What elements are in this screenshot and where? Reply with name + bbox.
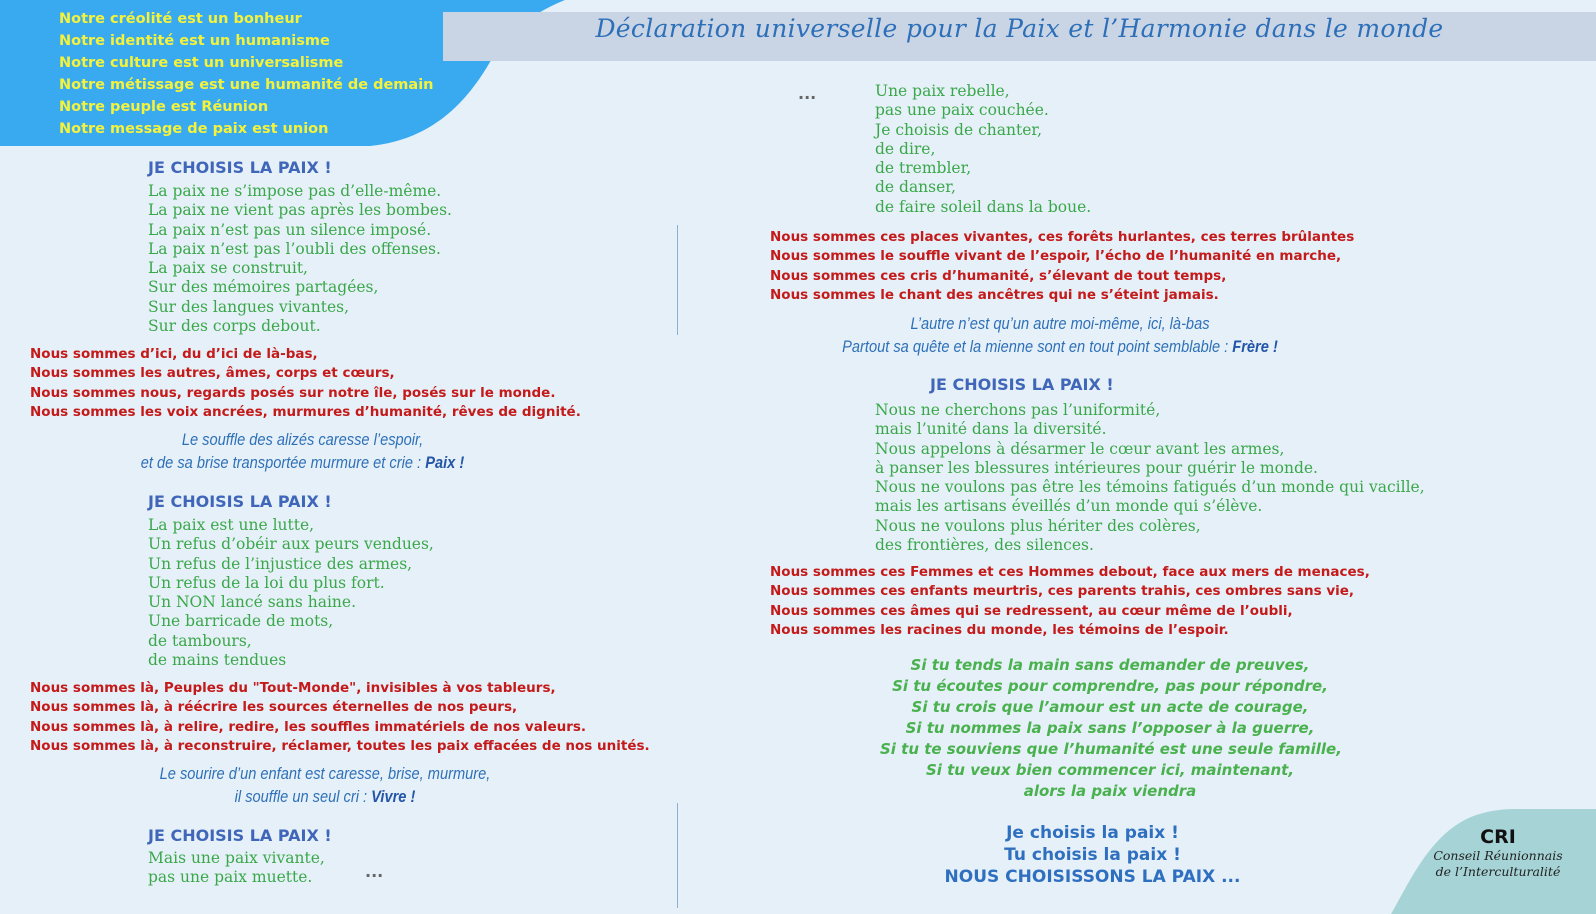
statement-line: Nous sommes ces enfants meurtris, ces parents trahis, ces ombres sans vie, <box>770 583 1355 600</box>
statement-line: Nous sommes le chant des ancêtres qui ne s’éteint jamais. <box>770 286 1219 303</box>
condition-line: alors la paix viendra <box>1023 782 1197 800</box>
poem-stanza <box>875 82 1091 217</box>
identity-statements <box>59 8 434 140</box>
logo-acronym: CRI <box>1480 826 1516 848</box>
quote-line: Partout sa quête et la mienne sont en tout point semblable : <box>842 337 1229 356</box>
condition-line: Si tu nommes la paix sans l’opposer à la guerre, <box>905 719 1315 737</box>
identity-line: Notre message de paix est union <box>59 121 329 137</box>
poem-stanza <box>875 401 1425 555</box>
poem-line: mais les artisans éveillés d’un monde qui s’élève. <box>875 497 1263 516</box>
cri-logo <box>1428 826 1568 880</box>
quote-block <box>132 762 519 808</box>
statement-line: Nous sommes les racines du monde, les témoins de l’espoir. <box>770 621 1229 638</box>
condition-line: Si tu tends la main sans demander de preuves, <box>910 656 1310 674</box>
poem-line: des frontières, des silences. <box>875 536 1094 555</box>
column-divider <box>677 803 678 908</box>
section-heading: JE CHOISIS LA PAIX ! <box>148 492 332 511</box>
poem-line: de dire, <box>875 139 936 158</box>
closing-declaration <box>930 822 1255 888</box>
quote-line: et de sa brise transportée murmure et crie : <box>140 453 422 472</box>
statement-line: Nous sommes ces cris d’humanité, s’élevant de tout temps, <box>770 267 1227 284</box>
condition-line: Si tu crois que l’amour est un acte de courage, <box>911 698 1309 716</box>
closing-line: Tu choisis la paix ! <box>1004 845 1181 865</box>
poem-line: Un refus de la loi du plus fort. <box>148 573 385 592</box>
statement-line: Nous sommes d’ici, du d’ici de là-bas, <box>30 346 318 362</box>
poem-line: La paix se construit, <box>148 259 308 278</box>
statement-block <box>770 228 1354 305</box>
statement-line: Nous sommes nous, regards posés sur notre île, posés sur le monde. <box>30 384 556 401</box>
quote-line: L’autre n’est qu’un autre moi-même, ici, là-bas <box>910 314 1210 333</box>
poem-line: Nous ne voulons pas être les témoins fatigués d’un monde qui vacille, <box>875 478 1425 497</box>
poem-line: Mais une paix vivante, <box>148 849 325 867</box>
statement-block <box>30 679 650 756</box>
poem-stanza <box>148 516 434 670</box>
poem-line: Un NON lancé sans haine. <box>148 593 357 612</box>
poem-line: La paix est une lutte, <box>148 516 315 534</box>
poem-line: pas une paix couchée. <box>875 101 1049 120</box>
poem-line: de mains tendues <box>148 651 287 670</box>
section-heading: JE CHOISIS LA PAIX ! <box>148 158 332 177</box>
poem-line: La paix n’est pas l’oubli des offenses. <box>148 239 441 258</box>
identity-line: Notre peuple est Réunion <box>59 99 269 115</box>
poem-line: pas une paix muette. <box>148 868 313 887</box>
condition-line: Si tu veux bien commencer ici, maintenant, <box>925 761 1295 779</box>
poem-line: Un refus de l’injustice des armes, <box>148 554 413 573</box>
section-heading: JE CHOISIS LA PAIX ! <box>148 826 332 845</box>
poem-line: de danser, <box>875 178 956 197</box>
condition-line: Si tu écoutes pour comprendre, pas pour répondre, <box>892 677 1328 695</box>
continuation-ellipsis: ... <box>365 862 384 881</box>
logo-name-line: de l’Interculturalité <box>1435 864 1561 879</box>
page-title: Déclaration universelle pour la Paix et l’Harmonie dans le monde <box>595 14 1444 43</box>
quote-emphasis: Frère ! <box>1232 337 1278 356</box>
section-heading: JE CHOISIS LA PAIX ! <box>930 375 1114 394</box>
poem-line: La paix ne vient pas après les bombes. <box>148 201 452 220</box>
poem-line: Nous ne cherchons pas l’uniformité, <box>875 401 1161 419</box>
statement-line: Nous sommes les autres, âmes, corps et cœurs, <box>30 365 395 382</box>
statement-block <box>770 563 1370 640</box>
poem-line: Nous ne voulons plus hériter des colères, <box>875 516 1201 535</box>
condition-verses <box>880 655 1340 802</box>
identity-line: Notre métissage est une humanité de demain <box>59 77 434 93</box>
poem-line: Sur des mémoires partagées, <box>148 278 379 297</box>
poem-line: Sur des langues vivantes, <box>148 297 350 316</box>
identity-line: Notre créolité est un bonheur <box>59 11 302 27</box>
poem-line: mais l’unité dans la diversité. <box>875 420 1107 439</box>
closing-line: Je choisis la paix ! <box>1006 823 1179 843</box>
identity-line: Notre identité est un humanisme <box>59 33 330 49</box>
poem-stanza <box>148 182 452 336</box>
poem-line: Je choisis de chanter, <box>875 120 1043 139</box>
poem-line: Un refus d’obéir aux peurs vendues, <box>148 535 434 554</box>
poem-line: Sur des corps debout. <box>148 317 321 336</box>
statement-line: Nous sommes là, à réécrire les sources éternelles de nos peurs, <box>30 699 518 716</box>
quote-line: Le souffle des alizés caresse l’espoir, <box>181 430 424 449</box>
quote-block <box>836 312 1283 358</box>
statement-line: Nous sommes les voix ancrées, murmures d’humanité, rêves de dignité. <box>30 403 581 420</box>
statement-line: Nous sommes là, à relire, redire, les souffles immatériels de nos valeurs. <box>30 718 587 735</box>
statement-line: Nous sommes ces âmes qui se redressent, au cœur même de l’oubli, <box>770 602 1293 619</box>
statement-line: Nous sommes ces Femmes et ces Hommes debout, face aux mers de menaces, <box>770 564 1370 580</box>
poem-line: La paix ne s’impose pas d’elle-même. <box>148 182 442 200</box>
poem-line: de trembler, <box>875 159 972 178</box>
poem-line: Nous appelons à désarmer le cœur avant les armes, <box>875 439 1285 458</box>
quote-line: il souffle un seul cri : <box>234 787 368 806</box>
logo-name-line: Conseil Réunionnais <box>1433 848 1563 863</box>
poem-line: Une barricade de mots, <box>148 612 334 631</box>
poem-line: de faire soleil dans la boue. <box>875 197 1092 216</box>
poem-line: de tambours, <box>148 631 252 650</box>
identity-line: Notre culture est un universalisme <box>59 55 344 71</box>
quote-block <box>128 428 476 474</box>
column-divider <box>677 225 678 335</box>
statement-line: Nous sommes ces places vivantes, ces forêts hurlantes, ces terres brûlantes <box>770 229 1355 245</box>
closing-line: NOUS CHOISISSONS LA PAIX ... <box>944 867 1241 887</box>
quote-line: Le sourire d’un enfant est caresse, brise, murmure, <box>159 764 491 783</box>
statement-line: Nous sommes là, Peuples du "Tout-Monde", invisibles à vos tableurs, <box>30 680 556 696</box>
quote-emphasis: Vivre ! <box>371 787 416 806</box>
statement-block <box>30 345 581 422</box>
statement-line: Nous sommes là, à reconstruire, réclamer, toutes les paix effacées de nos unités. <box>30 737 650 754</box>
poem-line: La paix n’est pas un silence imposé. <box>148 220 432 239</box>
poem-stanza <box>148 849 325 888</box>
condition-line: Si tu te souviens que l’humanité est une seule famille, <box>880 740 1342 758</box>
poem-line: Une paix rebelle, <box>875 82 1010 100</box>
continuation-ellipsis: ... <box>798 84 817 103</box>
poem-line: à panser les blessures intérieures pour guérir le monde. <box>875 458 1318 477</box>
quote-emphasis: Paix ! <box>425 453 465 472</box>
statement-line: Nous sommes le souffle vivant de l’espoir, l’écho de l’humanité en marche, <box>770 248 1342 265</box>
